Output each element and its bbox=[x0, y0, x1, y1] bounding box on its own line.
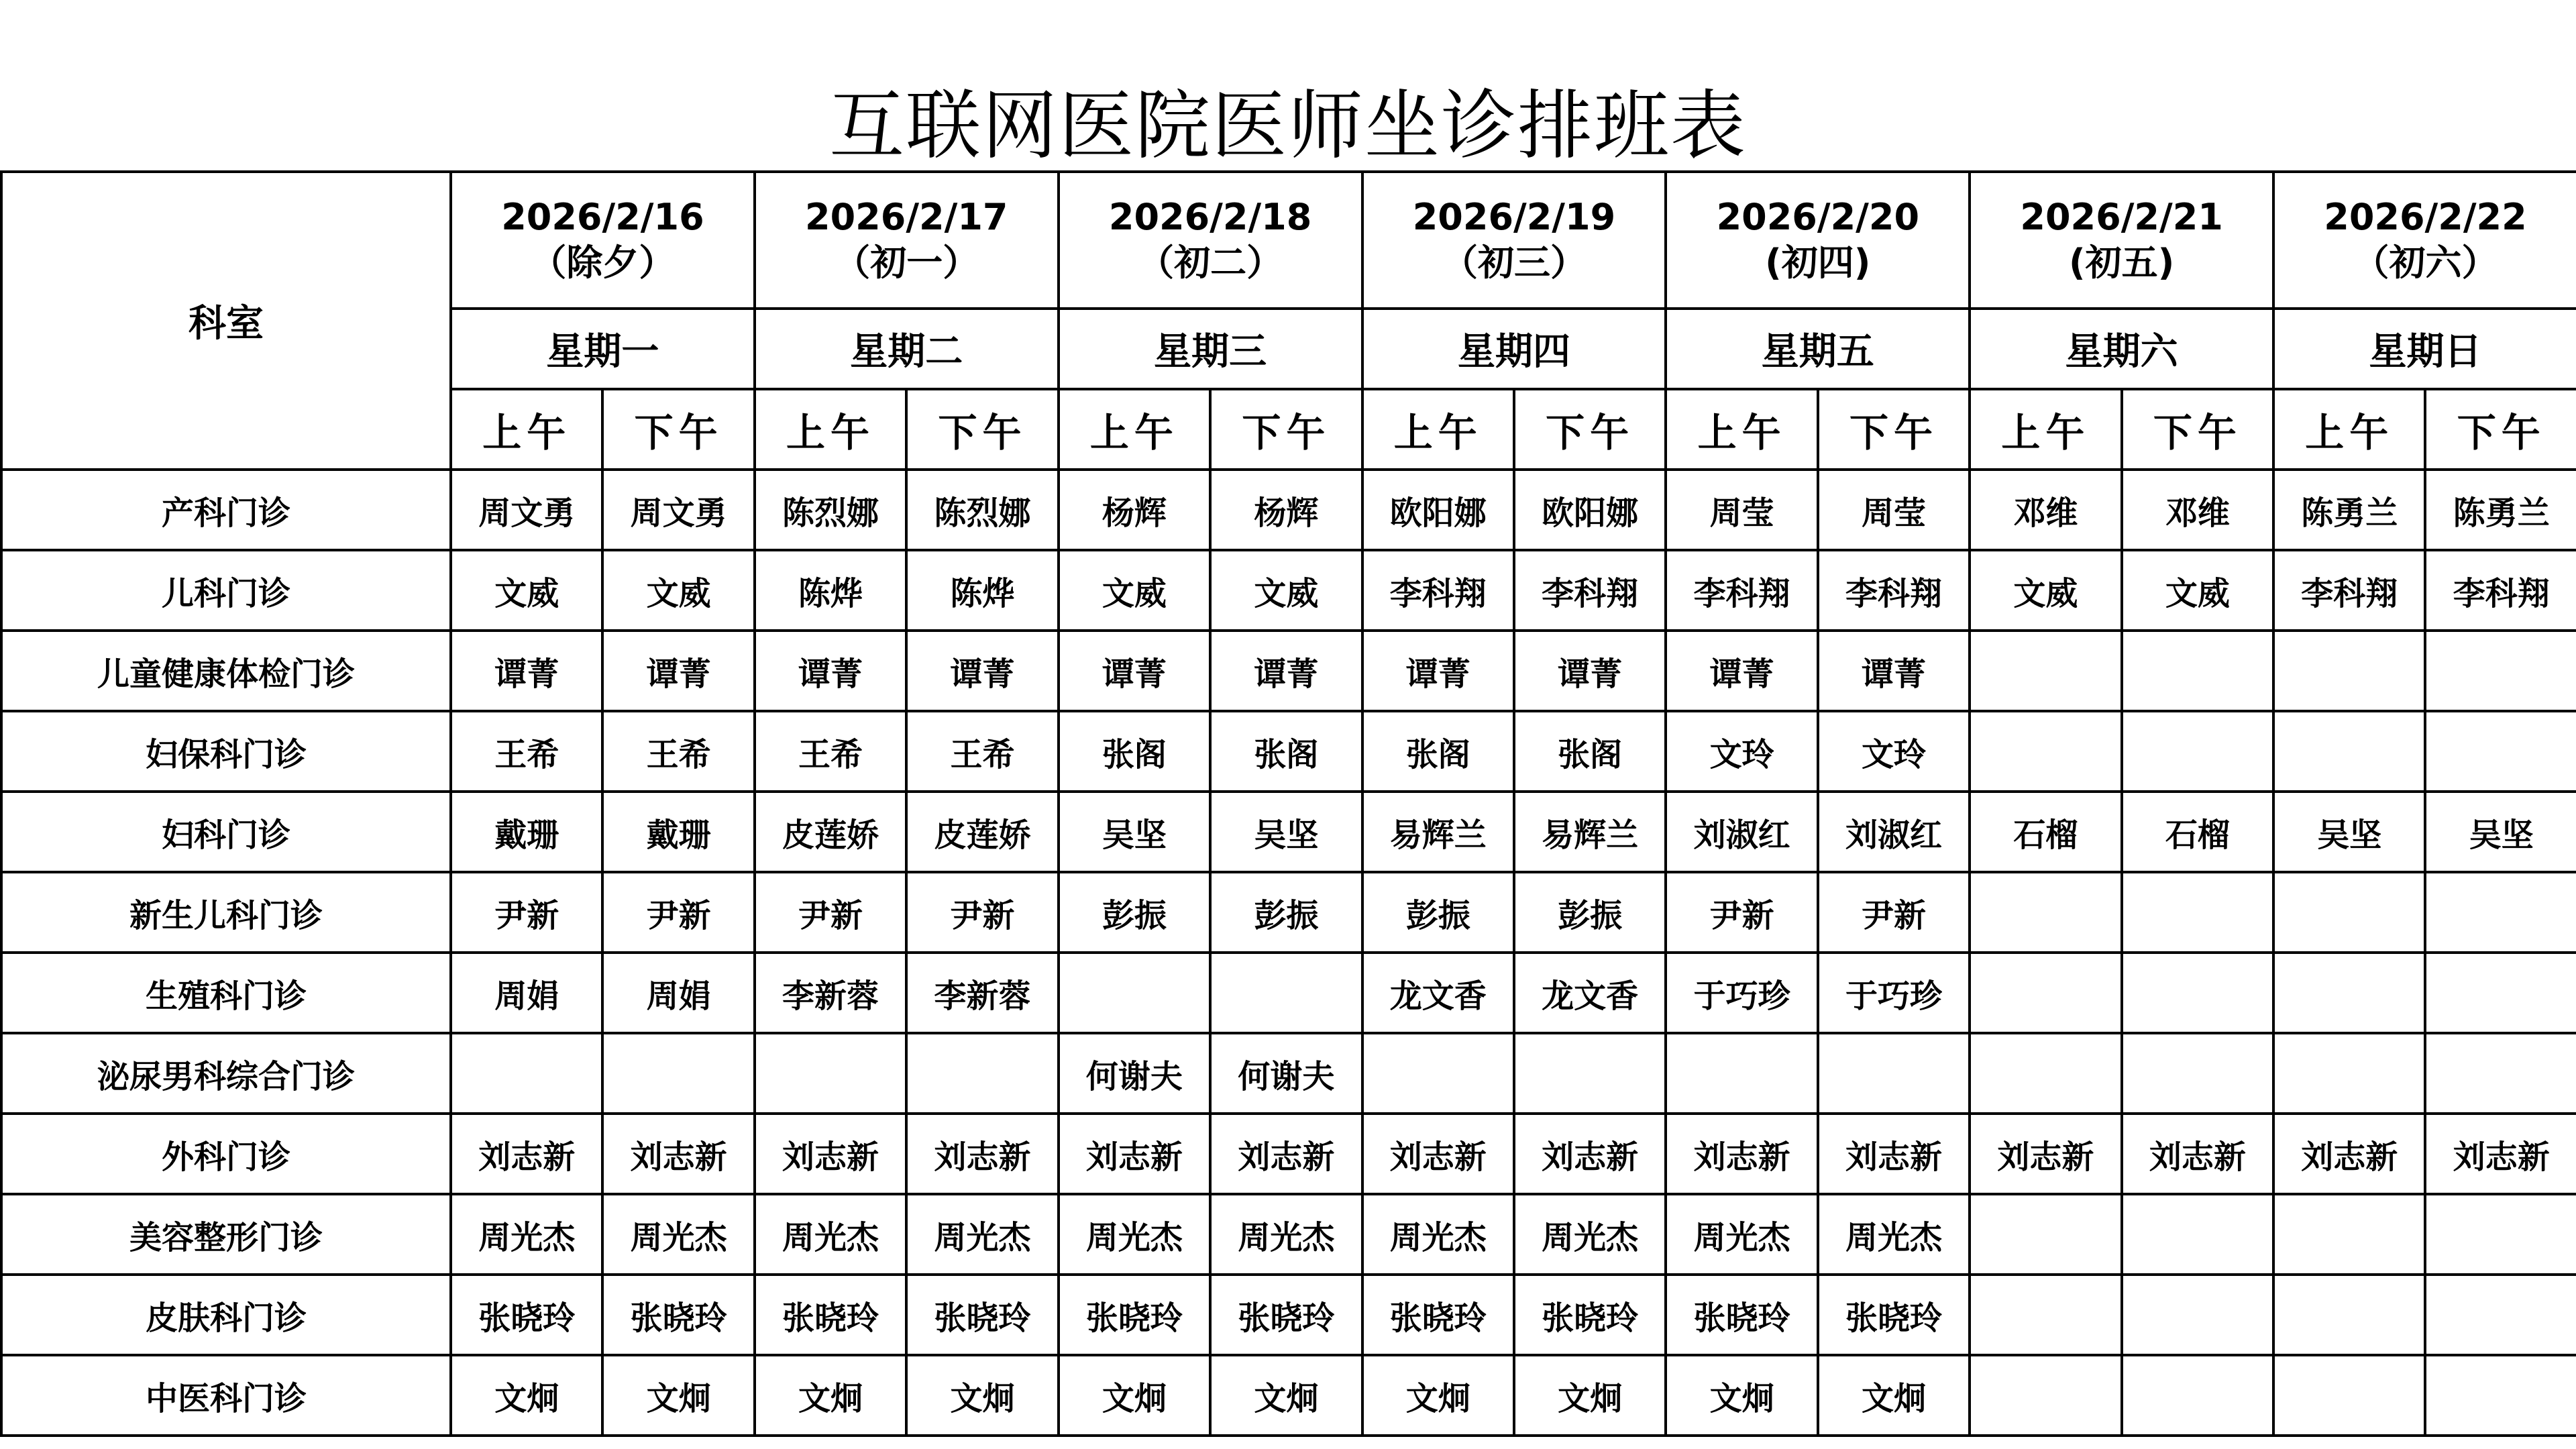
doctor-slot-cell bbox=[2122, 1275, 2273, 1355]
doctor-slot-cell bbox=[1970, 711, 2121, 792]
doctor-slot-cell bbox=[451, 1033, 602, 1114]
doctor-slot-cell: 陈烨 bbox=[906, 550, 1058, 631]
doctor-slot-cell bbox=[2273, 711, 2425, 792]
table-row bbox=[1, 953, 2576, 1033]
doctor-slot-cell: 刘志新 bbox=[906, 1114, 1058, 1194]
doctor-slot-cell: 周娟 bbox=[451, 953, 602, 1033]
doctor-slot-cell: 谭菁 bbox=[602, 631, 754, 711]
table-row bbox=[1, 711, 2576, 792]
doctor-slot-cell bbox=[602, 1033, 754, 1114]
doctor-slot-cell: 尹新 bbox=[906, 872, 1058, 953]
doctor-slot-cell: 张晓玲 bbox=[906, 1275, 1058, 1355]
doctor-slot-cell: 刘志新 bbox=[1818, 1114, 1970, 1194]
doctor-slot-cell bbox=[2122, 872, 2273, 953]
date-header-cell bbox=[1362, 172, 1666, 309]
doctor-slot-cell: 李科翔 bbox=[2425, 550, 2576, 631]
table-row bbox=[1, 1355, 2576, 1436]
date-text: 2026/2/22 bbox=[2324, 196, 2527, 238]
doctor-slot-cell: 周光杰 bbox=[1362, 1194, 1514, 1275]
department-cell: 儿科门诊 bbox=[1, 550, 451, 631]
doctor-slot-cell: 尹新 bbox=[451, 872, 602, 953]
date-text: 2026/2/19 bbox=[1412, 196, 1616, 238]
doctor-slot-cell: 周光杰 bbox=[1666, 1194, 1817, 1275]
department-cell: 妇科门诊 bbox=[1, 792, 451, 872]
doctor-slot-cell: 谭菁 bbox=[755, 631, 906, 711]
doctor-slot-cell: 陈勇兰 bbox=[2273, 470, 2425, 550]
doctor-slot-cell: 于巧珍 bbox=[1666, 953, 1817, 1033]
weekday-cell: 星期一 bbox=[451, 309, 755, 389]
doctor-slot-cell: 吴坚 bbox=[1059, 792, 1210, 872]
doctor-slot-cell: 谭菁 bbox=[906, 631, 1058, 711]
doctor-slot-cell: 张阁 bbox=[1059, 711, 1210, 792]
doctor-slot-cell: 周文勇 bbox=[451, 470, 602, 550]
lunar-date-text: （初一） bbox=[834, 241, 979, 284]
doctor-slot-cell: 周娟 bbox=[602, 953, 754, 1033]
department-cell: 中医科门诊 bbox=[1, 1355, 451, 1436]
doctor-slot-cell: 文玲 bbox=[1818, 711, 1970, 792]
doctor-slot-cell: 吴坚 bbox=[1210, 792, 1362, 872]
date-text: 2026/2/20 bbox=[1716, 196, 1920, 238]
doctor-slot-cell bbox=[2425, 711, 2576, 792]
doctor-slot-cell bbox=[2122, 1355, 2273, 1436]
doctor-slot-cell: 谭菁 bbox=[1666, 631, 1817, 711]
doctor-slot-cell: 石榴 bbox=[1970, 792, 2121, 872]
doctor-slot-cell: 欧阳娜 bbox=[1362, 470, 1514, 550]
doctor-slot-cell: 周莹 bbox=[1666, 470, 1817, 550]
doctor-slot-cell: 彭振 bbox=[1514, 872, 1666, 953]
doctor-slot-cell: 张晓玲 bbox=[1210, 1275, 1362, 1355]
doctor-slot-cell bbox=[2122, 1033, 2273, 1114]
doctor-slot-cell: 周光杰 bbox=[1514, 1194, 1666, 1275]
period-am-cell: 上午 bbox=[1970, 389, 2121, 470]
date-text: 2026/2/17 bbox=[805, 196, 1008, 238]
doctor-slot-cell: 李科翔 bbox=[1514, 550, 1666, 631]
doctor-slot-cell: 刘志新 bbox=[1666, 1114, 1817, 1194]
table-row bbox=[1, 1275, 2576, 1355]
date-header-cell bbox=[755, 172, 1059, 309]
doctor-slot-cell: 谭菁 bbox=[1514, 631, 1666, 711]
doctor-slot-cell: 李新蓉 bbox=[755, 953, 906, 1033]
doctor-slot-cell: 刘志新 bbox=[2273, 1114, 2425, 1194]
doctor-slot-cell bbox=[755, 1033, 906, 1114]
doctor-slot-cell: 于巧珍 bbox=[1818, 953, 1970, 1033]
doctor-slot-cell bbox=[1970, 953, 2121, 1033]
doctor-slot-cell bbox=[1970, 631, 2121, 711]
table-row bbox=[1, 1033, 2576, 1114]
department-cell: 泌尿男科综合门诊 bbox=[1, 1033, 451, 1114]
doctor-slot-cell: 周光杰 bbox=[1059, 1194, 1210, 1275]
doctor-slot-cell: 陈烈娜 bbox=[906, 470, 1058, 550]
department-cell: 产科门诊 bbox=[1, 470, 451, 550]
department-cell: 妇保科门诊 bbox=[1, 711, 451, 792]
doctor-slot-cell: 文炯 bbox=[906, 1355, 1058, 1436]
doctor-slot-cell: 吴坚 bbox=[2273, 792, 2425, 872]
department-header: 科室 bbox=[1, 172, 451, 470]
doctor-slot-cell: 张晓玲 bbox=[1818, 1275, 1970, 1355]
table-row bbox=[1, 792, 2576, 872]
doctor-slot-cell: 龙文香 bbox=[1362, 953, 1514, 1033]
doctor-slot-cell: 尹新 bbox=[1818, 872, 1970, 953]
doctor-slot-cell: 张晓玲 bbox=[1059, 1275, 1210, 1355]
doctor-slot-cell bbox=[1970, 872, 2121, 953]
lunar-date-text: （除夕） bbox=[530, 241, 676, 284]
doctor-slot-cell: 谭菁 bbox=[1059, 631, 1210, 711]
period-am-cell: 上午 bbox=[1666, 389, 1817, 470]
lunar-date-text: (初四) bbox=[1765, 241, 1871, 284]
doctor-slot-cell: 易辉兰 bbox=[1362, 792, 1514, 872]
doctor-slot-cell bbox=[906, 1033, 1058, 1114]
doctor-slot-cell: 周光杰 bbox=[602, 1194, 754, 1275]
doctor-slot-cell: 张阁 bbox=[1210, 711, 1362, 792]
date-text: 2026/2/18 bbox=[1108, 196, 1312, 238]
period-am-cell: 上午 bbox=[755, 389, 906, 470]
doctor-slot-cell: 吴坚 bbox=[2425, 792, 2576, 872]
doctor-slot-cell: 戴珊 bbox=[602, 792, 754, 872]
weekday-cell: 星期二 bbox=[755, 309, 1059, 389]
doctor-slot-cell: 邓维 bbox=[1970, 470, 2121, 550]
lunar-date-text: (初五) bbox=[2068, 241, 2175, 284]
date-header-row bbox=[1, 172, 2576, 309]
doctor-slot-cell: 文威 bbox=[1210, 550, 1362, 631]
doctor-slot-cell: 刘志新 bbox=[1210, 1114, 1362, 1194]
doctor-slot-cell: 尹新 bbox=[755, 872, 906, 953]
doctor-slot-cell: 周光杰 bbox=[1818, 1194, 1970, 1275]
doctor-slot-cell: 刘志新 bbox=[1059, 1114, 1210, 1194]
date-header-cell bbox=[1666, 172, 1970, 309]
department-cell: 生殖科门诊 bbox=[1, 953, 451, 1033]
doctor-slot-cell: 刘淑红 bbox=[1666, 792, 1817, 872]
doctor-slot-cell bbox=[2425, 1355, 2576, 1436]
doctor-slot-cell: 文炯 bbox=[1666, 1355, 1817, 1436]
doctor-slot-cell bbox=[1818, 1033, 1970, 1114]
doctor-slot-cell: 周光杰 bbox=[906, 1194, 1058, 1275]
doctor-slot-cell bbox=[1666, 1033, 1817, 1114]
doctor-slot-cell: 张晓玲 bbox=[1362, 1275, 1514, 1355]
doctor-slot-cell: 张晓玲 bbox=[602, 1275, 754, 1355]
doctor-slot-cell: 刘志新 bbox=[755, 1114, 906, 1194]
doctor-slot-cell: 易辉兰 bbox=[1514, 792, 1666, 872]
doctor-slot-cell bbox=[2122, 711, 2273, 792]
weekday-cell: 星期六 bbox=[1970, 309, 2273, 389]
period-pm-cell: 下午 bbox=[1514, 389, 1666, 470]
period-pm-cell: 下午 bbox=[1210, 389, 1362, 470]
doctor-slot-cell bbox=[1210, 953, 1362, 1033]
doctor-slot-cell: 刘淑红 bbox=[1818, 792, 1970, 872]
page-title: 互联网医院医师坐诊排班表 bbox=[829, 83, 1747, 170]
doctor-slot-cell bbox=[2273, 953, 2425, 1033]
doctor-slot-cell: 邓维 bbox=[2122, 470, 2273, 550]
doctor-slot-cell bbox=[2425, 1194, 2576, 1275]
doctor-slot-cell bbox=[2425, 872, 2576, 953]
doctor-slot-cell bbox=[2122, 1194, 2273, 1275]
table-row bbox=[1, 1194, 2576, 1275]
doctor-slot-cell: 文炯 bbox=[602, 1355, 754, 1436]
doctor-slot-cell bbox=[1514, 1033, 1666, 1114]
doctor-slot-cell: 彭振 bbox=[1362, 872, 1514, 953]
period-pm-cell: 下午 bbox=[2425, 389, 2576, 470]
doctor-slot-cell: 杨辉 bbox=[1059, 470, 1210, 550]
date-header-cell bbox=[2273, 172, 2576, 309]
doctor-slot-cell: 谭菁 bbox=[1818, 631, 1970, 711]
doctor-slot-cell bbox=[1970, 1355, 2121, 1436]
doctor-slot-cell bbox=[2273, 1275, 2425, 1355]
period-pm-cell: 下午 bbox=[2122, 389, 2273, 470]
doctor-slot-cell: 王希 bbox=[906, 711, 1058, 792]
doctor-slot-cell bbox=[2425, 631, 2576, 711]
doctor-slot-cell: 刘志新 bbox=[451, 1114, 602, 1194]
doctor-slot-cell: 刘志新 bbox=[1362, 1114, 1514, 1194]
schedule-table bbox=[0, 170, 2576, 1437]
period-am-cell: 上午 bbox=[451, 389, 602, 470]
doctor-slot-cell: 文炯 bbox=[1818, 1355, 1970, 1436]
doctor-slot-cell bbox=[2273, 631, 2425, 711]
doctor-slot-cell: 陈烨 bbox=[755, 550, 906, 631]
period-am-cell: 上午 bbox=[1059, 389, 1210, 470]
period-am-cell: 上午 bbox=[1362, 389, 1514, 470]
doctor-slot-cell: 皮莲娇 bbox=[755, 792, 906, 872]
doctor-slot-cell: 欧阳娜 bbox=[1514, 470, 1666, 550]
doctor-slot-cell: 张阁 bbox=[1514, 711, 1666, 792]
doctor-slot-cell: 刘志新 bbox=[1514, 1114, 1666, 1194]
doctor-slot-cell: 李科翔 bbox=[2273, 550, 2425, 631]
date-text: 2026/2/16 bbox=[501, 196, 704, 238]
doctor-slot-cell: 周光杰 bbox=[1210, 1194, 1362, 1275]
date-header-cell bbox=[451, 172, 755, 309]
doctor-slot-cell: 刘志新 bbox=[2425, 1114, 2576, 1194]
department-cell: 新生儿科门诊 bbox=[1, 872, 451, 953]
lunar-date-text: （初二） bbox=[1138, 241, 1283, 284]
doctor-slot-cell bbox=[1970, 1194, 2121, 1275]
doctor-slot-cell: 文威 bbox=[602, 550, 754, 631]
doctor-slot-cell: 皮莲娇 bbox=[906, 792, 1058, 872]
table-row bbox=[1, 631, 2576, 711]
doctor-slot-cell: 张晓玲 bbox=[1666, 1275, 1817, 1355]
weekday-cell: 星期四 bbox=[1362, 309, 1666, 389]
department-cell: 皮肤科门诊 bbox=[1, 1275, 451, 1355]
doctor-slot-cell: 谭菁 bbox=[1210, 631, 1362, 711]
doctor-slot-cell: 刘志新 bbox=[2122, 1114, 2273, 1194]
doctor-slot-cell: 文炯 bbox=[755, 1355, 906, 1436]
table-row bbox=[1, 470, 2576, 550]
doctor-slot-cell: 尹新 bbox=[1666, 872, 1817, 953]
doctor-slot-cell: 谭菁 bbox=[1362, 631, 1514, 711]
doctor-slot-cell: 张晓玲 bbox=[451, 1275, 602, 1355]
lunar-date-text: （初六） bbox=[2353, 241, 2498, 284]
doctor-slot-cell: 杨辉 bbox=[1210, 470, 1362, 550]
period-pm-cell: 下午 bbox=[1818, 389, 1970, 470]
doctor-slot-cell: 文炯 bbox=[1362, 1355, 1514, 1436]
doctor-slot-cell: 何谢夫 bbox=[1210, 1033, 1362, 1114]
doctor-slot-cell: 文炯 bbox=[1210, 1355, 1362, 1436]
department-cell: 美容整形门诊 bbox=[1, 1194, 451, 1275]
date-header-cell bbox=[1059, 172, 1362, 309]
doctor-slot-cell bbox=[2425, 1275, 2576, 1355]
doctor-slot-cell: 石榴 bbox=[2122, 792, 2273, 872]
doctor-slot-cell: 王希 bbox=[451, 711, 602, 792]
department-cell: 外科门诊 bbox=[1, 1114, 451, 1194]
doctor-slot-cell bbox=[2273, 1355, 2425, 1436]
period-pm-cell: 下午 bbox=[602, 389, 754, 470]
doctor-slot-cell: 文炯 bbox=[1059, 1355, 1210, 1436]
doctor-slot-cell: 周光杰 bbox=[451, 1194, 602, 1275]
doctor-slot-cell: 何谢夫 bbox=[1059, 1033, 1210, 1114]
doctor-slot-cell: 文炯 bbox=[451, 1355, 602, 1436]
doctor-slot-cell bbox=[1970, 1275, 2121, 1355]
doctor-slot-cell bbox=[1970, 1033, 2121, 1114]
doctor-slot-cell: 刘志新 bbox=[1970, 1114, 2121, 1194]
period-pm-cell: 下午 bbox=[906, 389, 1058, 470]
doctor-slot-cell: 刘志新 bbox=[602, 1114, 754, 1194]
date-header-cell bbox=[1970, 172, 2273, 309]
doctor-slot-cell: 张晓玲 bbox=[1514, 1275, 1666, 1355]
doctor-slot-cell: 李科翔 bbox=[1362, 550, 1514, 631]
department-cell: 儿童健康体检门诊 bbox=[1, 631, 451, 711]
table-row bbox=[1, 550, 2576, 631]
weekday-cell: 星期三 bbox=[1059, 309, 1362, 389]
doctor-slot-cell bbox=[2122, 631, 2273, 711]
doctor-slot-cell bbox=[2425, 1033, 2576, 1114]
weekday-cell: 星期五 bbox=[1666, 309, 1970, 389]
doctor-slot-cell bbox=[1059, 953, 1210, 1033]
doctor-slot-cell: 李科翔 bbox=[1666, 550, 1817, 631]
weekday-cell: 星期日 bbox=[2273, 309, 2576, 389]
doctor-slot-cell bbox=[2425, 953, 2576, 1033]
doctor-slot-cell: 戴珊 bbox=[451, 792, 602, 872]
doctor-slot-cell: 陈烈娜 bbox=[755, 470, 906, 550]
table-row bbox=[1, 872, 2576, 953]
lunar-date-text: （初三） bbox=[1441, 241, 1587, 284]
doctor-slot-cell: 文威 bbox=[2122, 550, 2273, 631]
doctor-slot-cell: 彭振 bbox=[1059, 872, 1210, 953]
doctor-slot-cell: 周光杰 bbox=[755, 1194, 906, 1275]
date-text: 2026/2/21 bbox=[2020, 196, 2223, 238]
doctor-slot-cell: 陈勇兰 bbox=[2425, 470, 2576, 550]
doctor-slot-cell: 周莹 bbox=[1818, 470, 1970, 550]
doctor-slot-cell bbox=[1362, 1033, 1514, 1114]
doctor-slot-cell bbox=[2273, 1194, 2425, 1275]
doctor-slot-cell: 文威 bbox=[451, 550, 602, 631]
doctor-slot-cell: 文威 bbox=[1970, 550, 2121, 631]
doctor-slot-cell bbox=[2273, 872, 2425, 953]
doctor-slot-cell: 彭振 bbox=[1210, 872, 1362, 953]
doctor-slot-cell: 张阁 bbox=[1362, 711, 1514, 792]
doctor-slot-cell: 谭菁 bbox=[451, 631, 602, 711]
doctor-slot-cell bbox=[2273, 1033, 2425, 1114]
doctor-slot-cell: 李新蓉 bbox=[906, 953, 1058, 1033]
doctor-slot-cell: 王希 bbox=[755, 711, 906, 792]
doctor-slot-cell: 文玲 bbox=[1666, 711, 1817, 792]
doctor-slot-cell bbox=[2122, 953, 2273, 1033]
doctor-slot-cell: 周文勇 bbox=[602, 470, 754, 550]
doctor-slot-cell: 王希 bbox=[602, 711, 754, 792]
doctor-slot-cell: 文威 bbox=[1059, 550, 1210, 631]
doctor-slot-cell: 张晓玲 bbox=[755, 1275, 906, 1355]
doctor-slot-cell: 龙文香 bbox=[1514, 953, 1666, 1033]
period-am-cell: 上午 bbox=[2273, 389, 2425, 470]
doctor-slot-cell: 尹新 bbox=[602, 872, 754, 953]
table-row bbox=[1, 1114, 2576, 1194]
doctor-slot-cell: 文炯 bbox=[1514, 1355, 1666, 1436]
doctor-slot-cell: 李科翔 bbox=[1818, 550, 1970, 631]
